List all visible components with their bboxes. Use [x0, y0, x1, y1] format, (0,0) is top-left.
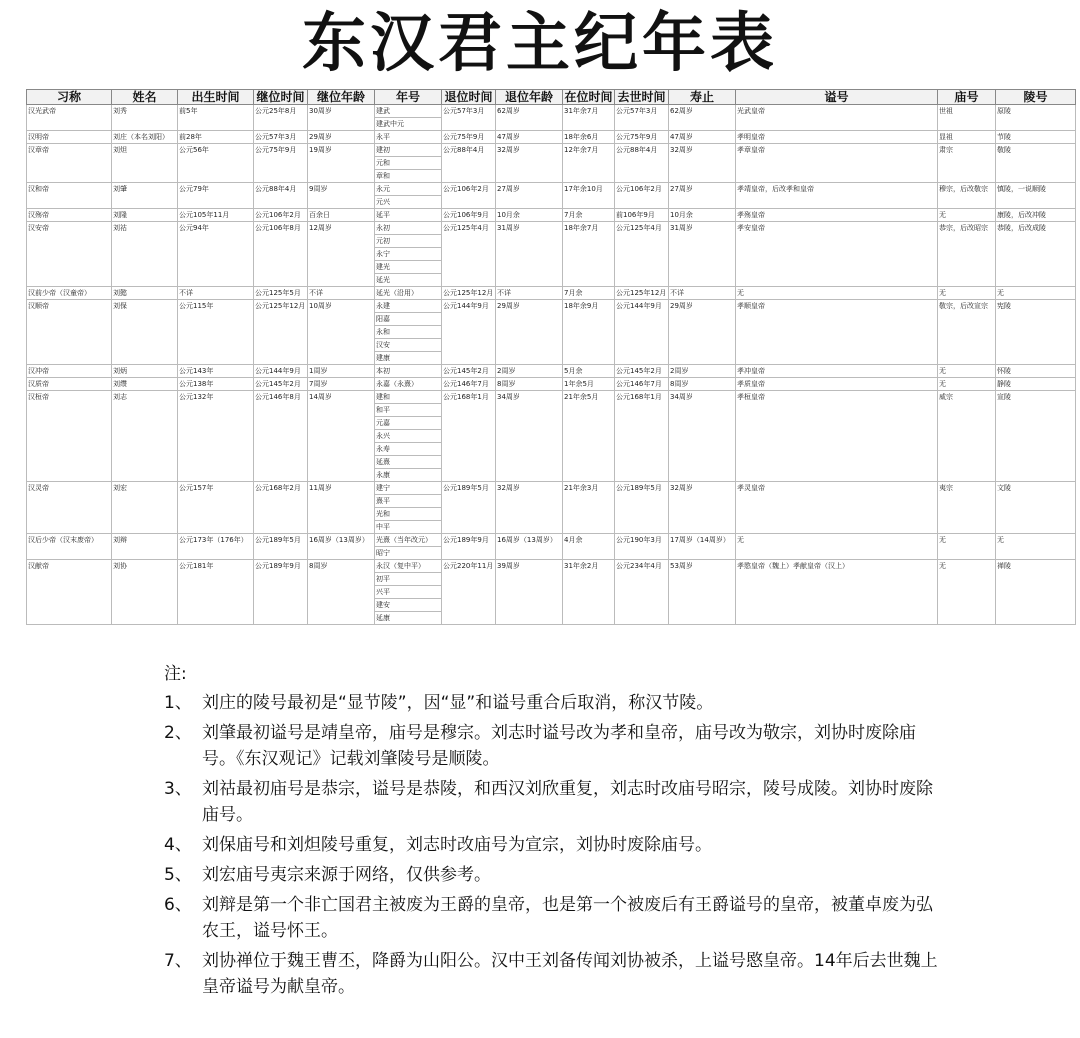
table-cell: 孝章皇帝: [736, 144, 938, 183]
column-header: 年号: [375, 90, 442, 105]
table-cell: 公元106年9月: [442, 209, 496, 222]
table-cell: 公元88年4月: [615, 144, 669, 183]
table-cell: 14周岁: [308, 391, 375, 482]
table-cell: 7月余: [563, 287, 615, 300]
table-cell: 无: [938, 560, 996, 625]
table-cell: 公元189年9月: [442, 534, 496, 560]
table-cell: 宣陵: [996, 391, 1076, 482]
table-row: [27, 131, 1076, 144]
table-cell: 静陵: [996, 378, 1076, 391]
table-cell: 刘炟: [112, 144, 178, 183]
table-cell: 公元168年1月: [615, 391, 669, 482]
table-row: [27, 287, 1076, 300]
table-cell: 32周岁: [669, 144, 736, 183]
table-cell: 孝顺皇帝: [736, 300, 938, 365]
table-cell: 公元125年12月: [442, 287, 496, 300]
era-name: 建康: [376, 354, 390, 362]
table-cell: 公元146年7月: [615, 378, 669, 391]
table-cell: 无: [938, 365, 996, 378]
table-row: [27, 183, 1076, 209]
table-cell: 汉和帝: [27, 183, 112, 209]
table-cell: 文陵: [996, 482, 1076, 534]
table-cell: 恭宗，后改昭宗: [938, 222, 996, 287]
table-cell: 31周岁: [669, 222, 736, 287]
table-cell: 前106年9月: [615, 209, 669, 222]
table-cell: 19周岁: [308, 144, 375, 183]
table-cell: 刘志: [112, 391, 178, 482]
table-cell: 汉前少帝（汉童帝）: [27, 287, 112, 300]
table-cell: 公元146年8月: [254, 391, 308, 482]
table-cell: 刘庄（本名刘阳）: [112, 131, 178, 144]
table-cell: 孝安皇帝: [736, 222, 938, 287]
table-cell: 刘秀: [112, 105, 178, 131]
table-row: [27, 209, 1076, 222]
era-name: 建安: [375, 599, 441, 612]
era-name: 光和: [375, 508, 441, 521]
table-cell: 公元75年9月: [254, 144, 308, 183]
era-name: 建光: [375, 261, 441, 274]
era-name: 永嘉（永熹）: [376, 380, 418, 388]
table-cell: 公元106年2月: [254, 209, 308, 222]
note-item: [164, 720, 944, 772]
table-cell: 敬陵: [996, 144, 1076, 183]
table-cell: 公元138年: [178, 378, 254, 391]
table-cell: 8周岁: [496, 378, 563, 391]
era-names-cell: [375, 391, 442, 482]
table-cell: 刘懿: [112, 287, 178, 300]
table-cell: 47周岁: [496, 131, 563, 144]
era-names-cell: [375, 183, 442, 209]
table-cell: 康陵，后改冲陵: [996, 209, 1076, 222]
era-name: 兴平: [375, 586, 441, 599]
table-cell: 12年余7月: [563, 144, 615, 183]
table-cell: 18年余9月: [563, 300, 615, 365]
table-cell: 8周岁: [308, 560, 375, 625]
note-item: [164, 862, 944, 888]
table-cell: 公元75年9月: [442, 131, 496, 144]
table-cell: 公元57年3月: [254, 131, 308, 144]
table-cell: 公元75年9月: [615, 131, 669, 144]
era-name: 本初: [376, 367, 390, 375]
table-cell: 刘辩: [112, 534, 178, 560]
table-row: [27, 144, 1076, 183]
table-cell: 公元168年2月: [254, 482, 308, 534]
table-cell: 孝冲皇帝: [736, 365, 938, 378]
table-cell: 汉质帝: [27, 378, 112, 391]
table-cell: 怀陵: [996, 365, 1076, 378]
table-cell: 孝愍皇帝（魏上）孝献皇帝（汉上）: [736, 560, 938, 625]
note-text: 刘肇最初谥号是靖皇帝，庙号是穆宗。刘志时谥号改为孝和皇帝，庙号改为敬宗，刘协时废除庙号。《东汉观记》记载刘肇陵号是顺陵。: [202, 723, 916, 769]
table-row: [27, 105, 1076, 131]
table-cell: 不详: [178, 287, 254, 300]
table-cell: 27周岁: [669, 183, 736, 209]
table-cell: 公元132年: [178, 391, 254, 482]
column-header: 习称: [27, 90, 112, 105]
table-row: [27, 378, 1076, 391]
column-header: 在位时间: [564, 90, 613, 104]
table-cell: 孝灵皇帝: [736, 482, 938, 534]
column-header: 谥号: [736, 90, 938, 105]
table-cell: 公元189年5月: [254, 534, 308, 560]
era-names-cell: [375, 287, 442, 300]
table-cell: 公元145年2月: [442, 365, 496, 378]
column-header: 退位年龄: [496, 90, 563, 105]
table-cell: 2周岁: [496, 365, 563, 378]
table-cell: 刘隆: [112, 209, 178, 222]
era-names-cell: [375, 144, 442, 183]
table-cell: 4月余: [563, 534, 615, 560]
emperor-table: [26, 89, 1076, 625]
table-cell: 11周岁: [308, 482, 375, 534]
era-name: 建宁: [375, 482, 441, 495]
table-cell: 5月余: [563, 365, 615, 378]
table-cell: 无: [736, 534, 938, 560]
note-text: 刘庄的陵号最初是“显节陵”，因“显”和谥号重合后取消，称汉节陵。: [202, 693, 714, 713]
table-cell: 前28年: [178, 131, 254, 144]
note-text: 刘协禅位于魏王曹丕，降爵为山阳公。汉中王刘备传闻刘协被杀，上谥号愍皇帝。14年后去世魏上皇帝谥号为献皇帝。: [202, 951, 938, 997]
table-cell: 汉章帝: [27, 144, 112, 183]
table-cell: 公元144年9月: [442, 300, 496, 365]
table-cell: 夷宗: [938, 482, 996, 534]
table-cell: 公元79年: [178, 183, 254, 209]
table-cell: 16周岁（13周岁）: [496, 534, 563, 560]
table-cell: 34周岁: [669, 391, 736, 482]
table-cell: 10月余: [669, 209, 736, 222]
era-name: 章和: [376, 172, 390, 180]
table-cell: 公元94年: [178, 222, 254, 287]
table-cell: 1年余5月: [563, 378, 615, 391]
table-cell: 29周岁: [308, 131, 375, 144]
table-cell: 慎陵，一说顺陵: [996, 183, 1076, 209]
note-text: 刘宏庙号夷宗来源于网络，仅供参考。: [202, 865, 491, 885]
era-names-cell: [375, 378, 442, 391]
era-name: 建和: [375, 391, 441, 404]
era-name: 初平: [375, 573, 441, 586]
column-header: 去世时间: [615, 90, 669, 105]
era-name: 永和: [375, 326, 441, 339]
table-cell: 1周岁: [308, 365, 375, 378]
table-cell: 孝质皇帝: [736, 378, 938, 391]
column-header: 继位时间: [254, 90, 308, 105]
table-cell: 孝靖皇帝，后改孝和皇帝: [736, 183, 938, 209]
note-text: 刘保庙号和刘炟陵号重复，刘志时改庙号为宣宗，刘协时废除庙号。: [202, 835, 712, 855]
table-cell: 不详: [308, 287, 375, 300]
table-cell: 无: [938, 287, 996, 300]
table-row: [27, 222, 1076, 287]
table-cell: 17年余10月: [563, 183, 615, 209]
table-cell: 12周岁: [308, 222, 375, 287]
era-name: 永建: [375, 300, 441, 313]
table-cell: 公元168年1月: [442, 391, 496, 482]
era-names-cell: [375, 560, 442, 625]
notes-section: [164, 660, 944, 1004]
note-number: 6、: [164, 895, 192, 915]
note-item: [164, 690, 944, 716]
table-cell: 原陵: [996, 105, 1076, 131]
era-name: 和平: [375, 404, 441, 417]
table-row: [27, 391, 1076, 482]
column-header: 继位年龄: [308, 90, 375, 105]
table-cell: 27周岁: [496, 183, 563, 209]
table-cell: 公元125年12月: [254, 300, 308, 365]
table-cell: 公元125年4月: [615, 222, 669, 287]
notes-heading: 注:: [164, 664, 187, 684]
table-cell: 汉安帝: [27, 222, 112, 287]
era-name: 元嘉: [375, 417, 441, 430]
table-row: [27, 560, 1076, 625]
table-cell: 公元115年: [178, 300, 254, 365]
table-cell: 公元25年8月: [254, 105, 308, 131]
table-cell: 汉献帝: [27, 560, 112, 625]
table-cell: 孝殇皇帝: [736, 209, 938, 222]
era-names-cell: [375, 222, 442, 287]
table-cell: 显祖: [938, 131, 996, 144]
table-cell: 无: [938, 378, 996, 391]
era-name: 延平: [376, 211, 390, 219]
table-cell: 不详: [669, 287, 736, 300]
column-header: 庙号: [938, 90, 996, 105]
table-cell: 汉后少帝（汉末废帝）: [27, 534, 112, 560]
era-name: 永汉（复中平）: [375, 560, 441, 573]
table-cell: 62周岁: [669, 105, 736, 131]
table-cell: 39周岁: [496, 560, 563, 625]
table-cell: 32周岁: [669, 482, 736, 534]
era-name: 昭宁: [376, 549, 390, 557]
era-name: 建武中元: [376, 120, 404, 128]
table-cell: 8周岁: [669, 378, 736, 391]
table-cell: 公元144年9月: [615, 300, 669, 365]
table-cell: 无: [938, 534, 996, 560]
table-cell: 公元234年4月: [615, 560, 669, 625]
table-cell: 禅陵: [996, 560, 1076, 625]
table-cell: 公元146年7月: [442, 378, 496, 391]
table-cell: 9周岁: [308, 183, 375, 209]
era-name: 汉安: [375, 339, 441, 352]
table-cell: 刘祜: [112, 222, 178, 287]
table-cell: 刘宏: [112, 482, 178, 534]
note-text: 刘祜最初庙号是恭宗，谥号是恭陵，和西汉刘欣重复，刘志时改庙号昭宗，陵号成陵。刘协时废除庙号。: [202, 779, 933, 825]
table-cell: 7月余: [563, 209, 615, 222]
table-cell: 32周岁: [496, 144, 563, 183]
table-cell: 公元57年3月: [615, 105, 669, 131]
table-cell: 汉灵帝: [27, 482, 112, 534]
table-cell: 公元189年5月: [442, 482, 496, 534]
note-number: 3、: [164, 779, 192, 799]
table-cell: 18年余6月: [563, 131, 615, 144]
table-cell: 21年余5月: [563, 391, 615, 482]
table-cell: 31年余2月: [563, 560, 615, 625]
note-number: 7、: [164, 951, 192, 971]
table-cell: 47周岁: [669, 131, 736, 144]
table-cell: 公元56年: [178, 144, 254, 183]
table-cell: 穆宗，后改敬宗: [938, 183, 996, 209]
note-number: 2、: [164, 723, 192, 743]
table-cell: 刘炳: [112, 365, 178, 378]
era-name: 永寿: [375, 443, 441, 456]
table-cell: 公元189年5月: [615, 482, 669, 534]
era-names-cell: [375, 482, 442, 534]
table-cell: 刘肇: [112, 183, 178, 209]
note-number: 4、: [164, 835, 192, 855]
table-cell: 62周岁: [496, 105, 563, 131]
table-cell: 29周岁: [496, 300, 563, 365]
table-cell: 无: [938, 209, 996, 222]
table-cell: 公元125年5月: [254, 287, 308, 300]
table-cell: 孝桓皇帝: [736, 391, 938, 482]
table-cell: 汉明帝: [27, 131, 112, 144]
table-cell: 威宗: [938, 391, 996, 482]
note-item: [164, 776, 944, 828]
note-number: 1、: [164, 693, 192, 713]
note-number: 5、: [164, 865, 192, 885]
era-name: 延光: [376, 276, 390, 284]
table-cell: 公元105年11月: [178, 209, 254, 222]
table-cell: 公元125年12月: [615, 287, 669, 300]
table-cell: 10周岁: [308, 300, 375, 365]
column-header: 寿止: [669, 90, 736, 105]
table-cell: 34周岁: [496, 391, 563, 482]
table-cell: 前5年: [178, 105, 254, 131]
table-cell: 10月余: [496, 209, 563, 222]
table-cell: 世祖: [938, 105, 996, 131]
table-cell: 21年余3月: [563, 482, 615, 534]
era-names-cell: [375, 300, 442, 365]
era-names-cell: [375, 105, 442, 131]
era-name: 元和: [375, 157, 441, 170]
era-name: 熹平: [375, 495, 441, 508]
era-name: 元兴: [376, 198, 390, 206]
table-cell: 汉殇帝: [27, 209, 112, 222]
table-header-row: [27, 90, 1076, 105]
table-cell: 宪陵: [996, 300, 1076, 365]
column-header: 姓名: [112, 90, 178, 105]
note-item: [164, 832, 944, 858]
table-cell: 汉光武帝: [27, 105, 112, 131]
era-name: 中平: [376, 523, 390, 531]
table-cell: 16周岁（13周岁）: [308, 534, 375, 560]
era-names-cell: [375, 209, 442, 222]
note-item: [164, 892, 944, 944]
table-cell: 32周岁: [496, 482, 563, 534]
table-row: [27, 482, 1076, 534]
table-cell: 无: [996, 534, 1076, 560]
table-cell: 汉冲帝: [27, 365, 112, 378]
table-cell: 百余日: [308, 209, 375, 222]
table-cell: 7周岁: [308, 378, 375, 391]
table-cell: 公元145年2月: [615, 365, 669, 378]
table-cell: 2周岁: [669, 365, 736, 378]
table-cell: 29周岁: [669, 300, 736, 365]
table-cell: 53周岁: [669, 560, 736, 625]
column-header: 陵号: [996, 90, 1076, 105]
table-cell: 18年余7月: [563, 222, 615, 287]
table-cell: 公元125年4月: [442, 222, 496, 287]
era-names-cell: [375, 131, 442, 144]
table-cell: 无: [996, 287, 1076, 300]
table-cell: 公元143年: [178, 365, 254, 378]
era-name: 永平: [376, 133, 390, 141]
table-cell: 公元181年: [178, 560, 254, 625]
era-names-cell: [375, 365, 442, 378]
table-cell: 汉桓帝: [27, 391, 112, 482]
table-cell: 公元157年: [178, 482, 254, 534]
era-name: 永康: [376, 471, 390, 479]
table-cell: 公元145年2月: [254, 378, 308, 391]
table-cell: 光武皇帝: [736, 105, 938, 131]
table-cell: 节陵: [996, 131, 1076, 144]
table-cell: 公元220年11月: [442, 560, 496, 625]
era-name: 阳嘉: [375, 313, 441, 326]
table-cell: 公元57年3月: [442, 105, 496, 131]
era-name: 元初: [375, 235, 441, 248]
era-names-cell: [375, 534, 442, 560]
table-cell: 17周岁（14周岁）: [669, 534, 736, 560]
table-cell: 刘保: [112, 300, 178, 365]
page-title: 东汉君主纪年表: [302, 7, 778, 81]
era-name: 建初: [375, 144, 441, 157]
table-cell: 公元88年4月: [442, 144, 496, 183]
table-cell: 敬宗，后改宣宗: [938, 300, 996, 365]
era-name: 永元: [375, 183, 441, 196]
table-cell: 无: [736, 287, 938, 300]
table-cell: 刘协: [112, 560, 178, 625]
note-item: [164, 948, 944, 1000]
table-cell: 31周岁: [496, 222, 563, 287]
table-row: [27, 300, 1076, 365]
table-cell: 30周岁: [308, 105, 375, 131]
era-name: 光熹（当年改元）: [375, 534, 441, 547]
column-header: 出生时间: [178, 90, 254, 105]
table-cell: 肃宗: [938, 144, 996, 183]
era-name: 延熹: [375, 456, 441, 469]
table-cell: 公元106年2月: [615, 183, 669, 209]
emperor-table-container: [26, 89, 1055, 632]
table-cell: 公元190年3月: [615, 534, 669, 560]
notes-list: [164, 690, 944, 1000]
table-cell: 公元106年2月: [442, 183, 496, 209]
table-cell: 汉顺帝: [27, 300, 112, 365]
era-name: 建武: [375, 105, 441, 118]
era-name: 延康: [376, 614, 390, 622]
table-cell: 恭陵，后改成陵: [996, 222, 1076, 287]
era-name: 永初: [375, 222, 441, 235]
table-cell: 孝明皇帝: [736, 131, 938, 144]
table-cell: 公元106年8月: [254, 222, 308, 287]
table-cell: 公元173年（176年）: [178, 534, 254, 560]
era-name: 永兴: [375, 430, 441, 443]
table-row: [27, 365, 1076, 378]
era-name: 延光（沿用）: [376, 289, 418, 297]
table-cell: 不详: [496, 287, 563, 300]
table-cell: 公元189年9月: [254, 560, 308, 625]
note-text: 刘辩是第一个非亡国君主被废为王爵的皇帝，也是第一个被废后有王爵谥号的皇帝，被董卓废为弘农王，谥号怀王。: [202, 895, 933, 941]
table-cell: 公元144年9月: [254, 365, 308, 378]
column-header: 退位时间: [442, 90, 496, 105]
table-cell: 刘缵: [112, 378, 178, 391]
table-cell: 公元88年4月: [254, 183, 308, 209]
table-cell: 31年余7月: [563, 105, 615, 131]
table-row: [27, 534, 1076, 560]
era-name: 永宁: [375, 248, 441, 261]
